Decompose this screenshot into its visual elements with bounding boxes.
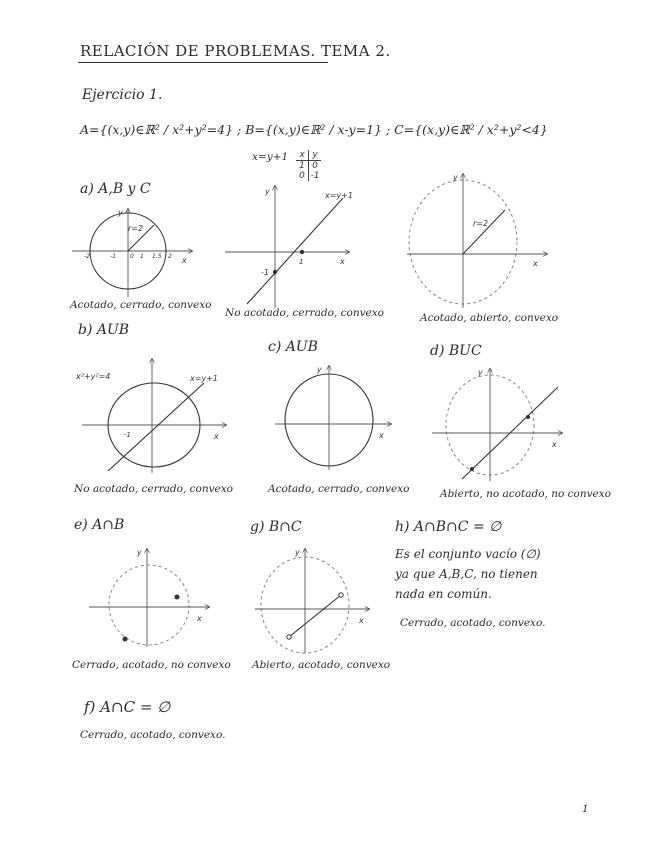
plot-line-b bbox=[225, 180, 355, 310]
section-h-label: h) A∩B∩C = ∅ bbox=[395, 519, 502, 535]
plot-circle-a bbox=[70, 205, 200, 300]
y-axis-label: y bbox=[317, 365, 322, 374]
table-cell: 0 bbox=[296, 171, 309, 181]
section-g-label: g) B∩C bbox=[250, 519, 302, 535]
table-head-x: x bbox=[296, 150, 309, 160]
caption-b: No acotado, cerrado, convexo bbox=[74, 483, 233, 495]
section-c-label: c) AUB bbox=[268, 339, 318, 355]
caption-g: Abierto, acotado, convexo bbox=[252, 659, 391, 671]
plot-b-intersect-c bbox=[255, 545, 375, 655]
tick-label: -2 bbox=[84, 253, 90, 260]
line-label: x=y+1 bbox=[325, 191, 353, 200]
y-axis-label: y bbox=[478, 368, 483, 377]
table-equation: x=y+1 bbox=[252, 151, 289, 163]
plot-c-disk bbox=[275, 362, 395, 472]
caption-c: Acotado, cerrado, convexo bbox=[268, 483, 410, 495]
x-axis-label: x bbox=[214, 432, 219, 441]
radius-label: r=2 bbox=[128, 224, 144, 233]
plot-a-union-b bbox=[72, 355, 232, 475]
caption-a2: No acotado, cerrado, convexo bbox=[225, 307, 384, 319]
tick-label: -1 bbox=[124, 431, 131, 439]
section-b-label: b) AUB bbox=[78, 322, 130, 338]
caption-a3: Acotado, abierto, convexo bbox=[420, 312, 559, 324]
set-definition: A={(x,y)∈ℝ² / x²+y²=4} ; B={(x,y)∈ℝ² / x-y=1} ; C={(x,y)∈ℝ² / x²+y²<4} bbox=[80, 122, 548, 137]
caption-e: Cerrado, acotado, no convexo bbox=[72, 659, 231, 671]
tick-label: 1 bbox=[140, 253, 144, 260]
circle-label: x²+y²=4 bbox=[76, 372, 111, 381]
section-h-line-1: Es el conjunto vacío (∅) bbox=[395, 547, 541, 561]
caption-f: Cerrado, acotado, convexo. bbox=[80, 729, 226, 741]
value-table bbox=[296, 150, 321, 181]
y-axis-label: y bbox=[137, 548, 142, 557]
tick-label: -1 bbox=[261, 268, 269, 277]
x-axis-label: x bbox=[340, 257, 345, 266]
x-axis-label: x bbox=[359, 616, 364, 625]
y-axis-label: y bbox=[118, 208, 123, 217]
section-f-label: f) A∩C = ∅ bbox=[84, 698, 171, 716]
plot-a-intersect-b bbox=[85, 545, 215, 650]
plot-open-disk-c bbox=[405, 170, 555, 310]
tick-label: 1 bbox=[299, 258, 304, 266]
tick-label: 1,5 bbox=[152, 253, 162, 260]
title-underline bbox=[78, 62, 328, 63]
caption-h: Cerrado, acotado, convexo. bbox=[400, 617, 546, 629]
plot-b-union-c bbox=[432, 365, 567, 485]
x-axis-label: x bbox=[533, 259, 538, 268]
line-label: x=y+1 bbox=[190, 374, 218, 383]
caption-a1: Acotado, cerrado, convexo bbox=[70, 299, 212, 311]
section-h-line-2: ya que A,B,C, no tienen bbox=[395, 567, 538, 581]
y-axis-label: y bbox=[295, 548, 300, 557]
x-axis-label: x bbox=[182, 256, 187, 265]
table-head-y: y bbox=[312, 150, 318, 160]
y-axis-label: y bbox=[265, 187, 270, 196]
section-h-line-3: nada en común. bbox=[395, 587, 492, 601]
table-cell: 1 bbox=[296, 161, 309, 171]
table-cell: 0 bbox=[312, 161, 318, 171]
section-d-label: d) BUC bbox=[430, 343, 482, 359]
page-title: RELACIÓN DE PROBLEMAS. TEMA 2. bbox=[80, 42, 391, 60]
y-axis-label: y bbox=[453, 173, 458, 182]
section-e-label: e) A∩B bbox=[74, 517, 125, 533]
table-cell: -1 bbox=[310, 171, 320, 181]
radius-label: r=2 bbox=[473, 219, 489, 228]
tick-label: 2 bbox=[168, 253, 172, 260]
x-axis-label: x bbox=[197, 614, 202, 623]
x-axis-label: x bbox=[379, 431, 384, 440]
exercise-heading: Ejercicio 1. bbox=[82, 87, 163, 103]
tick-label: -1 bbox=[110, 253, 116, 260]
page-number: 1 bbox=[582, 803, 589, 815]
caption-d: Abierto, no acotado, no convexo bbox=[440, 488, 611, 500]
tick-label: 0 bbox=[130, 253, 134, 260]
section-a-label: a) A,B y C bbox=[80, 181, 151, 197]
x-axis-label: x bbox=[552, 440, 557, 449]
